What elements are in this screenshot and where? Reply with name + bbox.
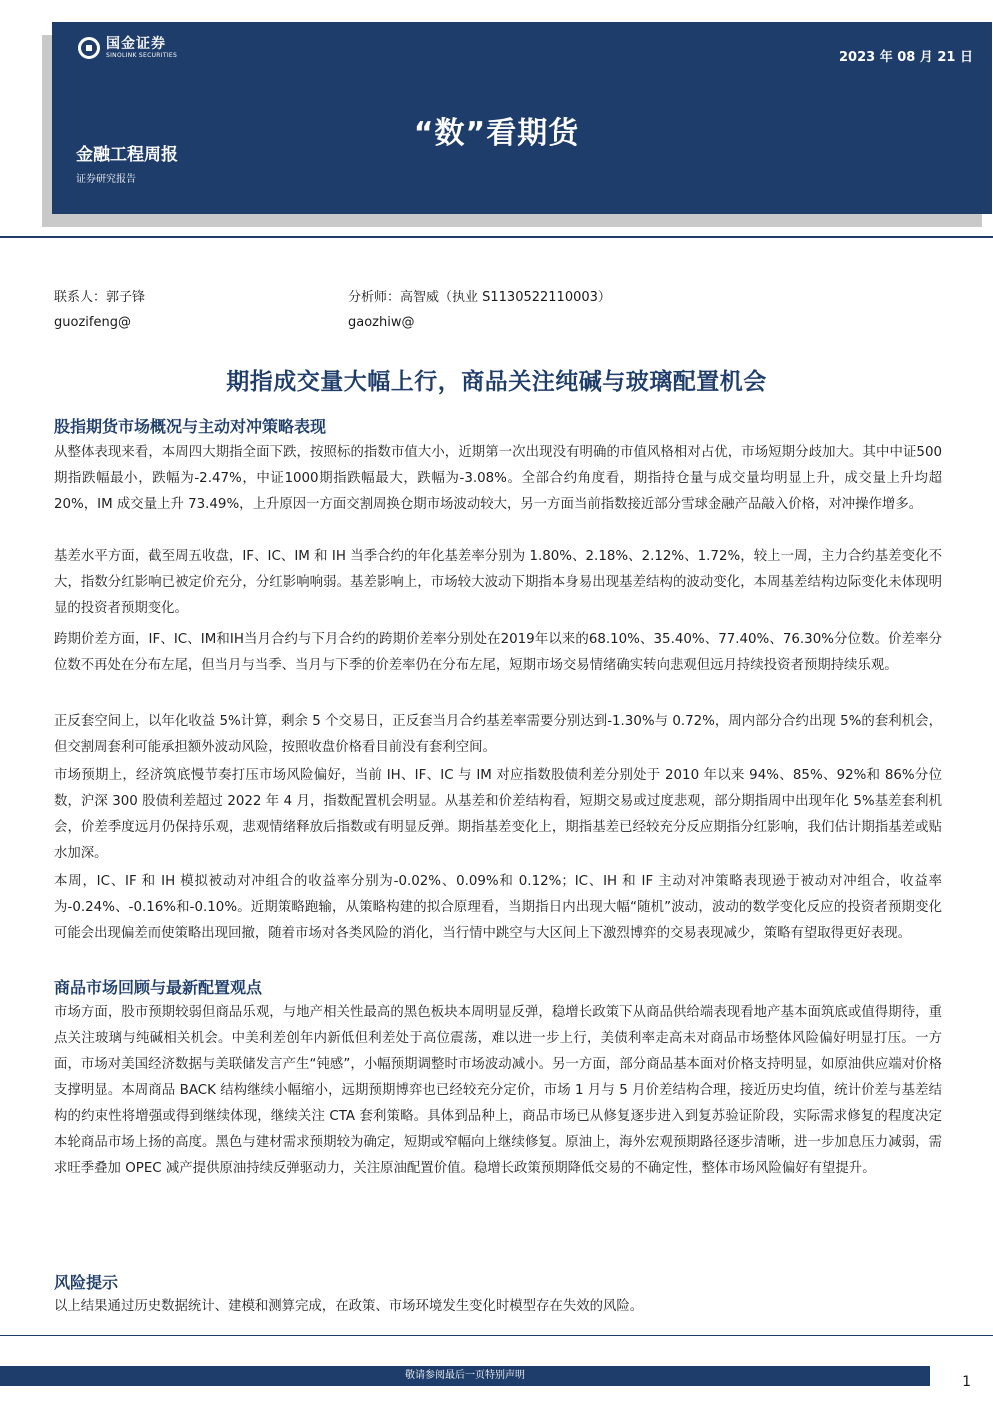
footer-divider [0,1335,993,1336]
company-logo [78,36,177,60]
contact-person: 联系人：郭子锋 [54,290,146,305]
header-divider [0,236,993,238]
analyst-name: 分析师：高智威（执业 S1130522110003） [348,290,611,305]
report-title: “数”看期货 [413,116,580,151]
sinolink-logo-icon [78,37,100,59]
paragraph-calendar-spread: 跨期价差方面，IF、IC、IM和IH当月合约与下月合约的跨期价差率分别处在2019年以来的68.10%、35.40%、77.40%、76.30%分位数。价差率分位数不再处在分布左尾，但当月与当季、当月与下季的价差率仍在分布左尾，短期市场交易情绪确实转向悲观但远月持续投资者预期持续乐观。 [54,632,942,673]
page-number: 1 [962,1374,971,1390]
paragraph-hedge-strategy: 本周，IC、IF 和 IH 模拟被动对冲组合的收益率分别为-0.02%、0.09%和 0.12%；IC、IH 和 IF 主动对冲策略表现逊于被动对冲组合，收益率为-0.24%、-0.16%和-0.10%。近期策略跑输，从策略构建的拟合原理看，当期指日内出现大幅“随机”波动，波动的数学变化反应的投资者预期变化可能会出现偏差而使策略出现回撤，随着市场对各类风险的消化，当行情中跳空与大区间上下激烈博弈的交易表现减少，策略有望取得更好表现。 [54,874,942,941]
report-series: 金融工程周报 [76,145,178,165]
logo-en-text: SINOLINK SECURITIES [106,52,178,59]
paragraph-overall-performance: 从整体表现来看，本周四大期指全面下跌，按照标的指数市值大小，近期第一次出现没有明确的市值风格相对占优，市场短期分歧加大。其中中证500期指跌幅最小，跌幅为-2.47%，中证1000期指跌幅最大，跌幅为-3.08%。全部合约角度看，期指持仓量与成交量均明显上升，成交量上升均超 20%，IM 成交量上升 73.49%，上升原因一方面交割周换仓期市场波动较大，另一方面当前指数接近部分雪球金融产品敲入价格，对冲操作增多。 [54,445,942,512]
section-heading-index-futures: 股指期货市场概况与主动对冲策略表现 [54,417,327,436]
logo-cn-text: 国金证券 [106,36,166,52]
section-heading-risk: 风险提示 [54,1273,119,1292]
document-type: 证券研究报告 [76,174,136,185]
section-heading-commodity: 商品市场回顾与最新配置观点 [54,978,263,997]
report-headline: 期指成交量大幅上行，商品关注纯碱与玻璃配置机会 [226,369,767,395]
paragraph-market-expectation: 市场预期上，经济筑底慢节奏打压市场风险偏好，当前 IH、IF、IC 与 IM 对应指数股债利差分别处于 2010 年以来 94%、85%、92%和 86%分位数，沪深 300 股债利差超过 2022 年 4 月，指数配置机会明显。从基差和价差结构看，短期交易或过度悲观，部分期指周中出现年化 5%基差套利机会，价差季度远月仍保持乐观，悲观情绪释放后指数或有明显反弹。期指基差变化上，期指基差已经较充分反应期指分红影响，我们估计期指基差或贴水加深。 [54,768,942,861]
paragraph-risk-warning: 以上结果通过历史数据统计、建模和测算完成，在政策、市场环境发生变化时模型存在失效的风险。 [54,1299,644,1314]
paragraph-arbitrage-space: 正反套空间上，以年化收益 5%计算，剩余 5 个交易日，正反套当月合约基差率需要分别达到-1.30%与 0.72%，周内部分合约出现 5%的套利机会，但交割周套利可能承担额外波动风险，按照收盘价格看目前没有套利空间。 [54,714,942,755]
analyst-email[interactable]: gaozhiw@ [348,315,415,330]
footer-disclaimer: 敬请参阅最后一页特别声明 [0,1366,930,1386]
contact-email[interactable]: guozifeng@ [54,315,131,330]
report-date: 2023 年 08 月 21 日 [839,50,973,65]
paragraph-basis-level: 基差水平方面，截至周五收盘，IF、IC、IM 和 IH 当季合约的年化基差率分别为 1.80%、2.18%、2.12%、1.72%，较上一周，主力合约基差变化不大，指数分红影响已被定价充分，分红影响响弱。基差影响上，市场较大波动下期指本身易出现基差结构的波动变化，本周基差结构边际变化未体现明显的投资者预期变化。 [54,549,942,616]
paragraph-commodity-review: 市场方面，股市预期较弱但商品乐观，与地产相关性最高的黑色板块本周明显反弹，稳增长政策下从商品供给端表现看地产基本面筑底或值得期待，重点关注玻璃与纯碱相关机会。中美利差创年内新低但利差处于高位震荡，难以进一步上行，美债利率走高未对商品市场整体风险偏好明显打压。一方面，市场对美国经济数据与美联储发言产生“钝感”，小幅预期调整时市场波动减小。另一方面，部分商品基本面对价格支持明显，如原油供应端对价格支撑明显。本周商品 BACK 结构继续小幅缩小，远期预期博弈也已经较充分定价，市场 1 月与 5 月价差结构合理，接近历史均值，统计价差与基差结构的约束性将增强或得到继续体现，继续关注 CTA 套利策略。具体到品种上，商品市场已从修复逐步进入到复苏验证阶段，实际需求修复的程度决定本轮商品市场上扬的高度。黑色与建材需求预期较为确定，短期或窄幅向上继续修复。原油上，海外宏观预期路径逐步清晰，进一步加息压力减弱，需求旺季叠加 OPEC 减产提供原油持续反弹驱动力，关注原油配置价值。稳增长政策预期降低交易的不确定性，整体市场风险偏好有望提升。 [54,1005,942,1176]
